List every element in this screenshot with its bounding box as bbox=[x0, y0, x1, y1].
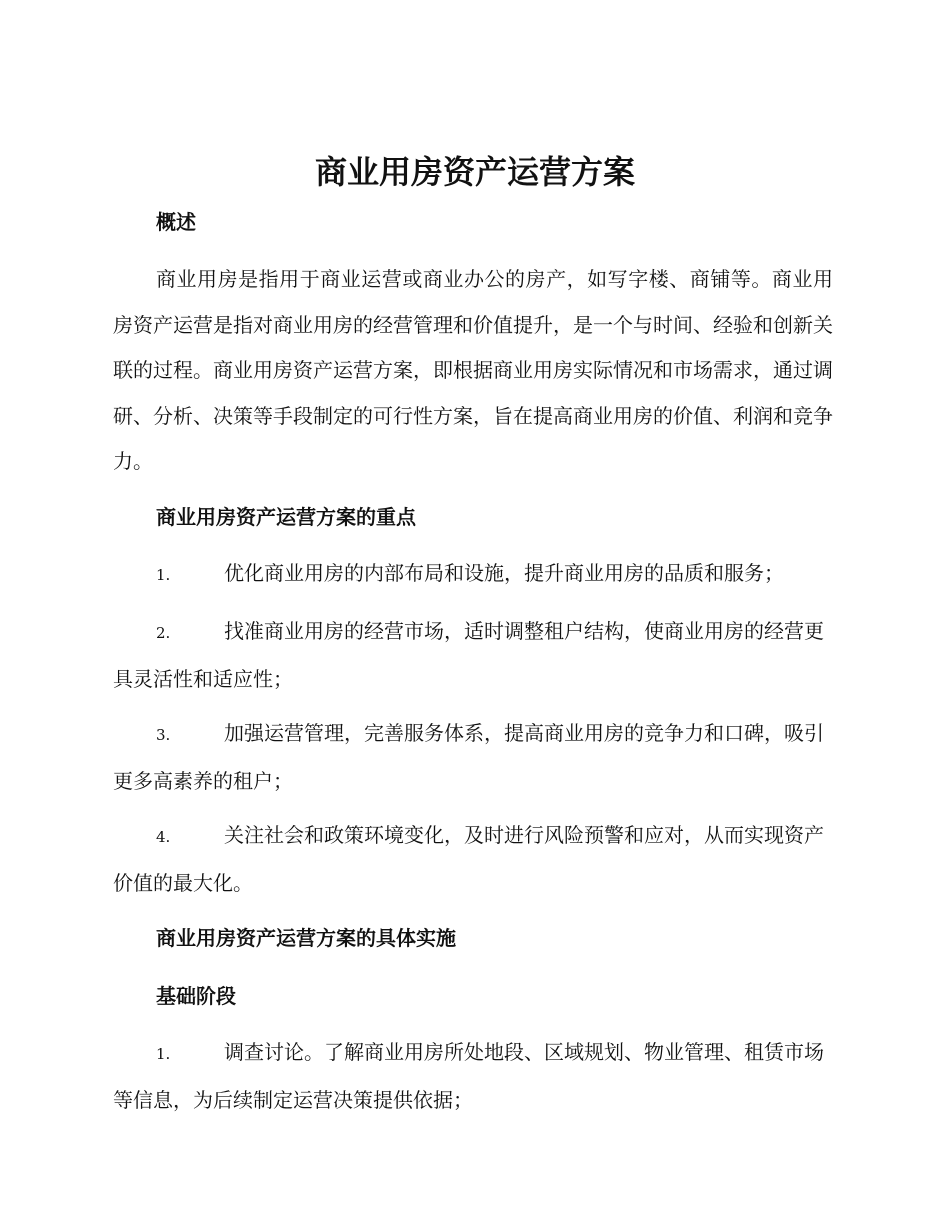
section-heading-overview: 概述 bbox=[156, 210, 196, 234]
subsection-heading-basic-phase: 基础阶段 bbox=[156, 984, 236, 1008]
list-item-number: 1. bbox=[156, 1045, 171, 1063]
document-title: 商业用房资产运营方案 bbox=[314, 153, 635, 191]
list-item-text: 找准商业用房的经营市场，适时调整租户结构，使商业用房的经营更具灵活性和适应性； bbox=[113, 619, 824, 691]
list-item bbox=[113, 711, 833, 804]
list-item bbox=[113, 813, 833, 906]
section-heading-key-points: 商业用房资产运营方案的重点 bbox=[156, 505, 416, 529]
list-item bbox=[113, 609, 833, 702]
list-item-text: 调查讨论。了解商业用房所处地段、区域规划、物业管理、租赁市场等信息，为后续制定运营决策提供依据； bbox=[113, 1040, 824, 1112]
list-item-text: 关注社会和政策环境变化，及时进行风险预警和应对，从而实现资产价值的最大化。 bbox=[113, 823, 824, 895]
list-item-number: 2. bbox=[156, 624, 171, 642]
list-item bbox=[113, 551, 833, 599]
section-heading-implementation: 商业用房资产运营方案的具体实施 bbox=[156, 926, 456, 950]
list-item-number: 4. bbox=[156, 828, 171, 846]
list-item-number: 1. bbox=[156, 566, 171, 584]
list-item-number: 3. bbox=[156, 726, 171, 744]
list-item-text: 优化商业用房的内部布局和设施，提升商业用房的品质和服务； bbox=[224, 561, 784, 585]
overview-paragraph: 商业用房是指用于商业运营或商业办公的房产，如写字楼、商铺等。商业用房资产运营是指对商业用房的经营管理和价值提升，是一个与时间、经验和创新关联的过程。商业用房资产运营方案，即根据商业用房实际情况和市场需求，通过调研、分析、决策等手段制定的可行性方案，旨在提高商业用房的价值、利润和竞争力。 bbox=[113, 267, 833, 473]
list-item-text: 加强运营管理，完善服务体系，提高商业用房的竞争力和口碑，吸引更多高素养的租户； bbox=[113, 721, 824, 793]
list-item bbox=[113, 1030, 833, 1123]
